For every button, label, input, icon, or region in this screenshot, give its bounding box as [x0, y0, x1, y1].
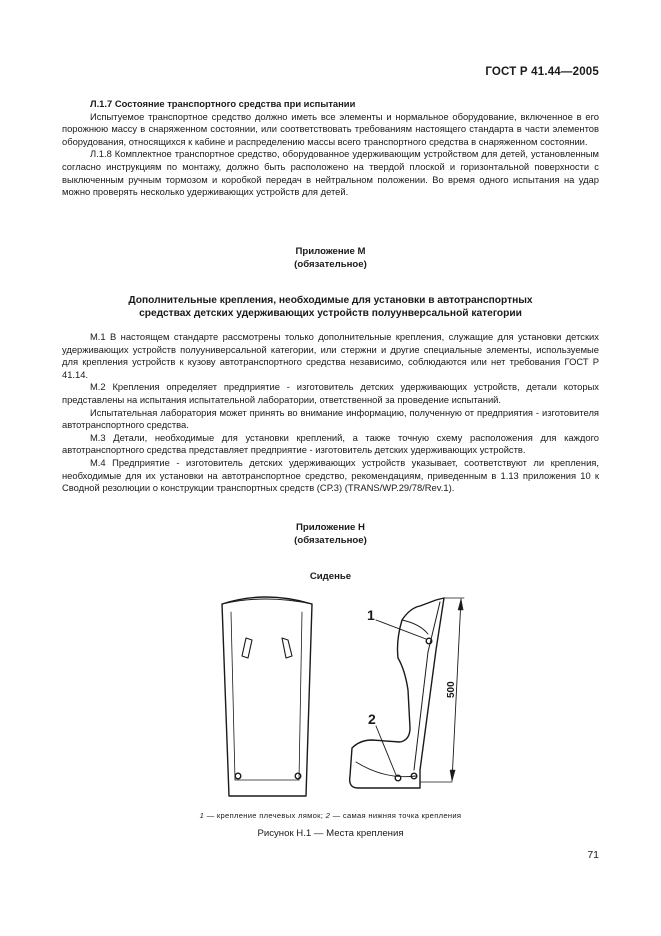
appendix-m-status: (обязательное) — [294, 258, 367, 270]
paragraph: М.4 Предприятие - изготовитель детских удерживающих устройств указывает, соответствуют ли крепления, необходимые для их установки на автотранспортное средство, рекомендациям, приведенным в 1.13 приложения 10 к Сводной резолюции о конструкции транспортных средств (СР.3) (TRANS/WP.29/78/Rev.1). — [62, 456, 599, 494]
page-number: 71 — [587, 849, 599, 861]
legend-2-text: — самая нижняя точка крепления — [330, 811, 462, 820]
appendix-n-label: Приложение Н — [296, 522, 365, 533]
paragraph: Л.1.8 Комплектное транспортное средство, оборудованное удерживающим устройством для детей, установленным согласно инструкциям по монтажу, должно быть расположено на твердой плоской и горизонтальной поверхности с выключенным ручным тормозом и коробкой передач в нейтральном положении. Во время одного испытания на удар можно проверять несколько удерживающих устройств для детей. — [62, 148, 599, 198]
section-l17 — [62, 98, 599, 199]
paragraph: Испытательная лаборатория может принять во внимание информацию, полученную от предприятия - изготовителя автотранспортного средства. — [62, 406, 599, 431]
figure-legend — [0, 811, 661, 820]
paragraph: М.2 Крепления определяет предприятие - изготовитель детских удерживающих устройств, детали которых представлены на испытания испытательной лаборатории, ответственной за проведение испытаний. — [62, 381, 599, 405]
appendix-m-body — [62, 331, 599, 495]
appendix-m-label: Приложение М — [295, 246, 366, 257]
legend-1-number: 1 — [199, 811, 205, 820]
dimension-label: 500 — [446, 681, 457, 698]
section-l17-title: Л.1.7 Состояние транспортного средства при испытании — [90, 98, 356, 109]
paragraph: Испытуемое транспортное средство должно иметь все элементы и нормальное оборудование, включенное в его порожнюю массу в снаряженном состоянии, или соответствовать требованиям настоящего стандарта в части элементов оборудования, относящихся к кабине и распределению массы всего транспортного средства в снаряженном состоянии. — [62, 110, 599, 147]
callout-1-label: 1 — [367, 607, 375, 623]
appendix-m-title-line1: Дополнительные крепления, необходимые для установки в автотранспортных — [128, 295, 533, 306]
appendix-n-header — [0, 522, 661, 548]
appendix-m-title-line2: средствах детских удерживающих устройств полуунверсальной категории — [139, 308, 522, 320]
paragraph: М.1 В настоящем стандарте рассмотрены только дополнительные крепления, служащие для установки детских удерживающих устройств полууниверсальной категории, или стержни и другие специальные элементы, используемые для крепления устройств к кузову автотранспортного средства независимо, соблюдаются или нет требования ГОСТ Р 41.14. — [62, 331, 599, 380]
legend-1-text: — крепление плечевых лямок; — [204, 811, 326, 820]
callout-2-label: 2 — [368, 711, 376, 727]
figure-caption: Рисунок Н.1 — Места крепления — [257, 828, 404, 839]
appendix-m-header — [0, 246, 661, 272]
appendix-n-status: (обязательное) — [294, 534, 367, 546]
seat-figure — [0, 590, 661, 810]
seat-front-view — [222, 597, 312, 796]
document-code: ГОСТ Р 41.44—2005 — [485, 66, 599, 78]
legend-2-number: 2 — [325, 811, 331, 820]
paragraph: М.3 Детали, необходимые для установки креплений, а также точную схему расположения для каждого автотранспортного средства представляет предприятие - изготовитель детских удерживающих устройств. — [62, 431, 599, 456]
figure-heading: Сиденье — [309, 571, 352, 582]
appendix-m-title — [0, 294, 661, 320]
